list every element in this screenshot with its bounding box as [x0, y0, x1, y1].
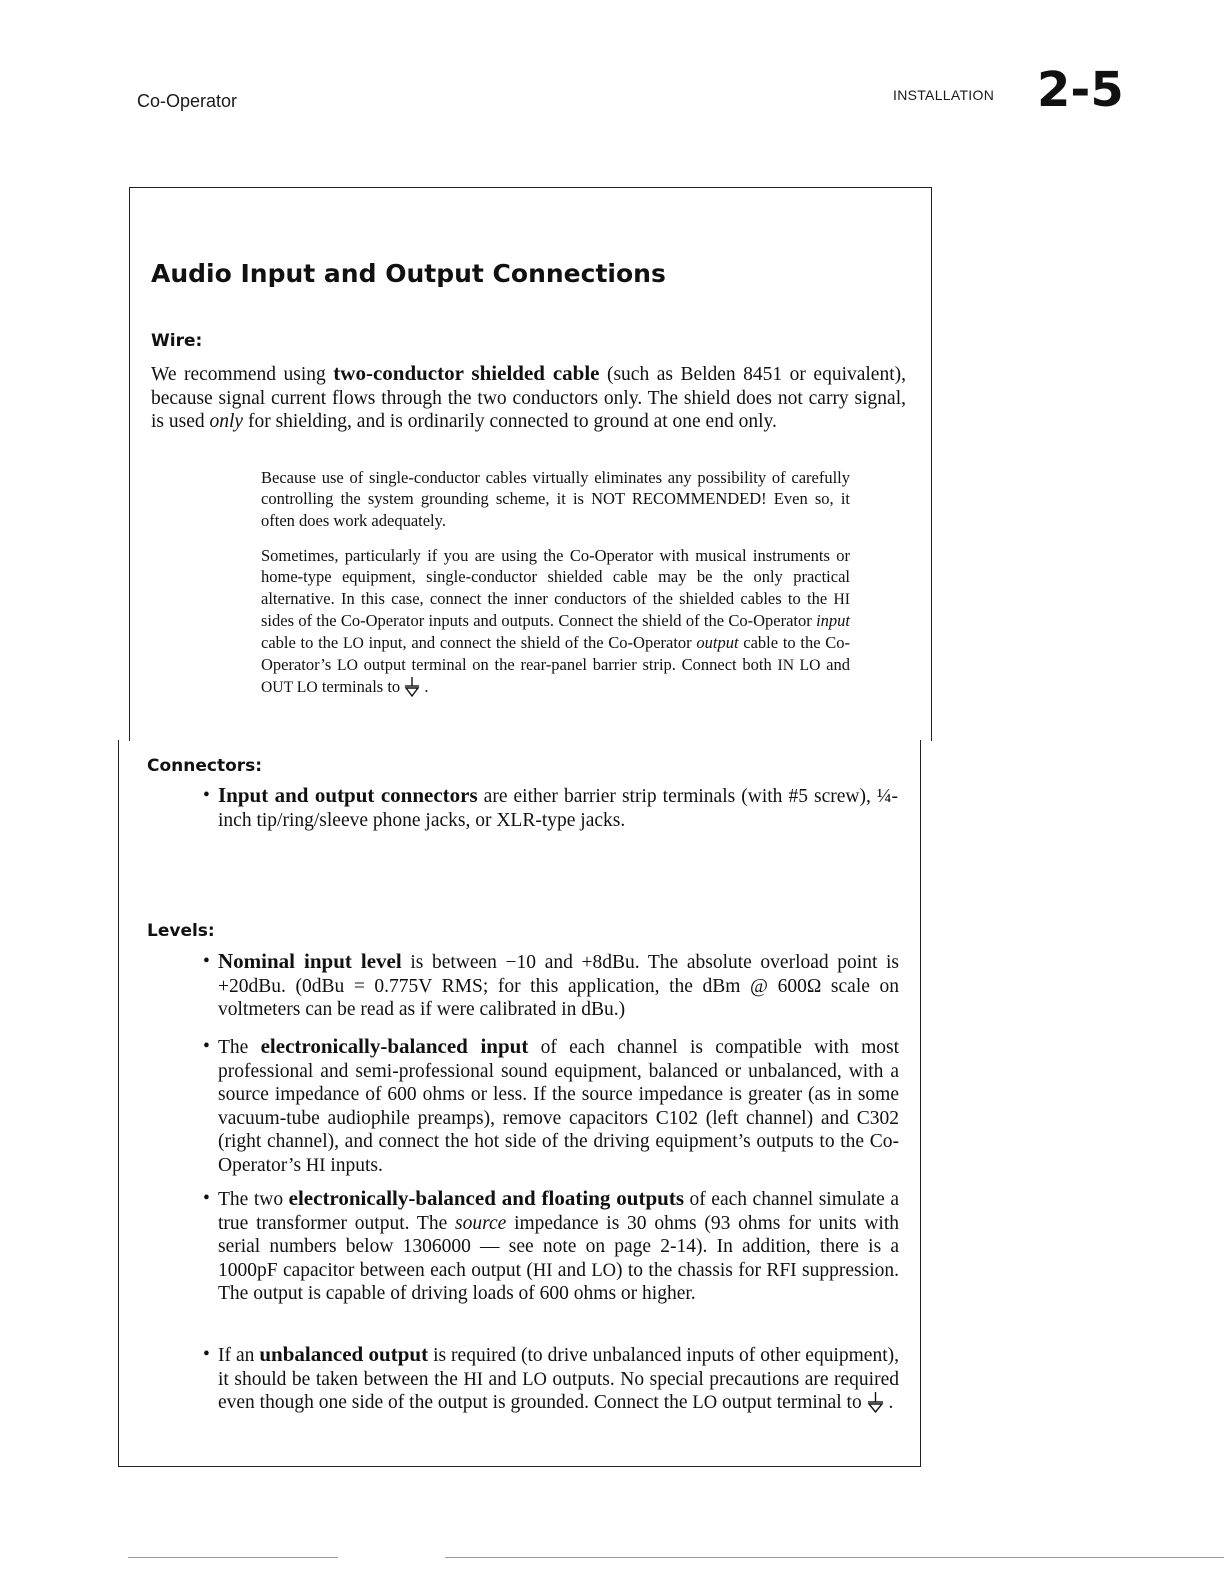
- ground-symbol-icon: [867, 1392, 884, 1420]
- levels-bullet-balanced-input: • The electronically-balanced input of each channel is compatible with most professional and semi-professional sound equipment, balanced or unbalanced, with a source impedance of 600 ohms or less. If the source impedance is greater (as in some vacuum-tube audiophile preamps), remove capacitors C102 (left channel) and C302 (right channel), and connect the hot side of the driving equipment’s outputs to the Co-Operator’s HI inputs.: [203, 1034, 900, 1176]
- header-product-name: Co-Operator: [137, 91, 238, 111]
- footer-rule-right: [445, 1557, 1224, 1558]
- levels-heading: Levels:: [147, 921, 215, 941]
- connectors-bullet: • Input and output connectors are either barrier strip terminals (with #5 screw), ¼-inch tip/ring/sleeve phone jacks, or XLR-type jacks.: [203, 783, 898, 831]
- connectors-heading: Connectors:: [147, 756, 263, 776]
- levels-bullet-unbalanced-output: • If an unbalanced output is required (to drive unbalanced inputs of other equipment), it should be taken between the HI and LO outputs. No special precautions are required even though one side of the output is grounded. Connect the LO output terminal to .: [218, 1343, 899, 1420]
- levels-bullet-nominal-input: • Nominal input level is between −10 and +8dBu. The absolute overload point is +20dBu. (0dBu = 0.775V RMS; for this application, the dBm @ 600Ω scale on voltmeters can be read as if were calibrated in dBu.): [203, 949, 900, 1020]
- ground-symbol-icon: [404, 677, 420, 702]
- wire-paragraph: We recommend using two-conductor shielded cable (such as Belden 8451 or equivalent), because signal current flows through the two conductors only. The shield does not carry signal, is used only for shielding, and is ordinarily connected to ground at one end only.: [151, 361, 906, 432]
- section-title: Audio Input and Output Connections: [151, 259, 666, 288]
- wire-heading: Wire:: [151, 331, 203, 351]
- footer-rule-left: [128, 1557, 338, 1558]
- wire-note-alternative: Sometimes, particularly if you are using the Co-Operator with musical instruments or home-type equipment, single-conductor shielded cable may be the only practical alternative. In this case, connect the inner conductors of the shielded cables to the HI sides of the Co-Operator inputs and outputs. Connect the shield of the Co-Operator input cable to the LO input, and connect the shield of the Co-Operator output cable to the Co-Operator’s LO output terminal on the rear-panel barrier strip. Connect both IN LO and OUT LO terminals to .: [261, 545, 850, 703]
- wire-note-single-conductor: Because use of single-conductor cables virtually eliminates any possibility of carefully controlling the system grounding scheme, it is NOT RECOMMENDED! Even so, it often does work adequately.: [261, 468, 850, 530]
- header-page-number: 2-5: [1037, 62, 1124, 118]
- header-section-label: INSTALLATION: [893, 87, 995, 103]
- levels-bullet-balanced-outputs: • The two electronically-balanced and floating outputs of each channel simulate a true transformer output. The source impedance is 30 ohms (93 ohms for units with serial numbers below 1306000 — see note on page 2-14). In addition, there is a 1000pF capacitor between each output (HI and LO) to the chassis for RFI suppression. The output is capable of driving loads of 600 ohms or higher.: [203, 1186, 899, 1304]
